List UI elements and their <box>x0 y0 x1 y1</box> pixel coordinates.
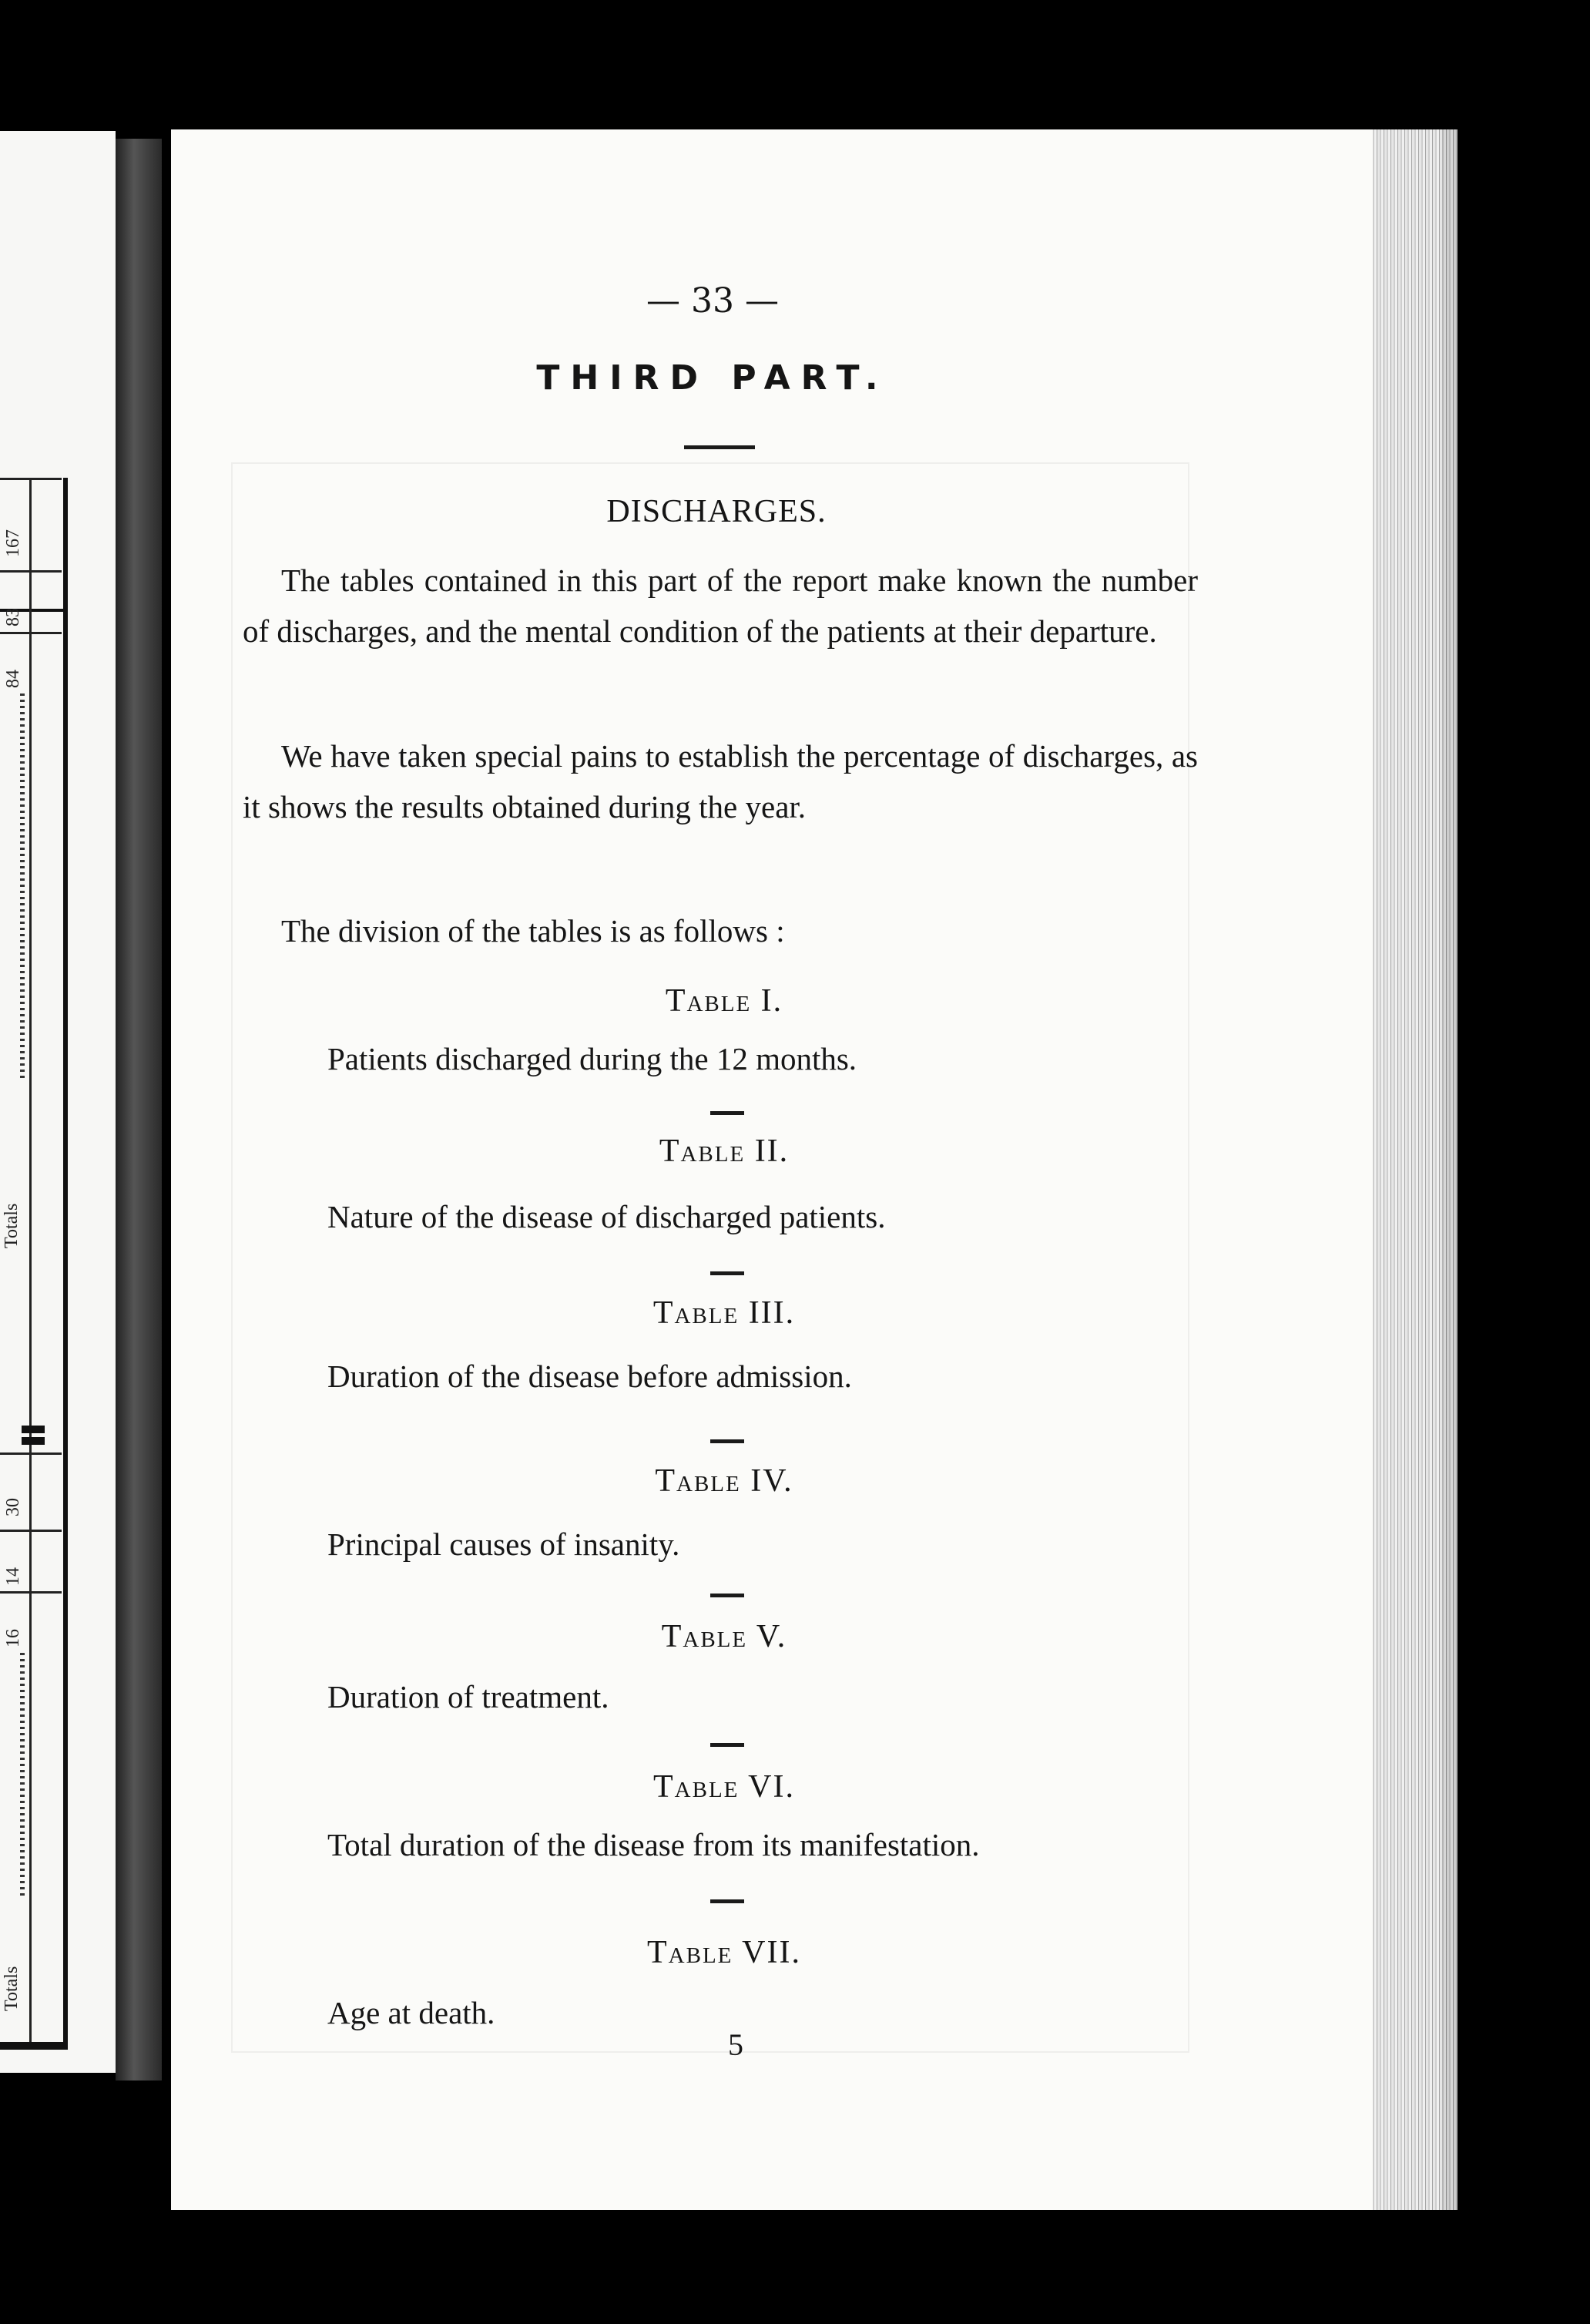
table-2-heading: Table II. <box>659 1133 790 1169</box>
left-table-inner-line <box>29 478 32 2050</box>
table-1-heading: Table I. <box>665 983 783 1019</box>
signature-mark: 5 <box>728 2027 743 2062</box>
left-table-frame <box>0 478 68 2050</box>
table-5-heading: Table V. <box>661 1619 787 1654</box>
table-4-heading: Table IV. <box>655 1463 793 1499</box>
title-rule <box>684 445 755 449</box>
table-5-separator <box>710 1743 744 1747</box>
table-3-heading: Table III. <box>652 1295 796 1331</box>
left-heavy-rule-1 <box>22 1426 45 1433</box>
page-number: — 33 — <box>646 281 779 321</box>
intro-paragraph-1: The tables contained in this part of the report make known the number of discharges, and the mental condition of the patients at their departure. <box>243 563 1198 649</box>
table-2-separator <box>710 1271 744 1275</box>
table-1-separator <box>710 1111 744 1115</box>
table-6-separator <box>710 1899 744 1903</box>
left-number-167: 167 <box>3 529 23 557</box>
left-cell-83 <box>0 570 62 634</box>
table-6-description: Total duration of the disease from its manifestation. <box>327 1827 980 1862</box>
left-number-30: 30 <box>3 1498 23 1516</box>
table-1-description: Patients discharged during the 12 months. <box>327 1041 857 1076</box>
show-through-ghost <box>231 462 1189 2053</box>
table-4-description: Principal causes of insanity. <box>327 1526 680 1562</box>
left-number-16: 16 <box>3 1629 23 1647</box>
part-title: THIRD PART. <box>536 358 889 398</box>
left-totals-label-bottom: Totals <box>2 1966 22 2011</box>
table-2-description: Nature of the disease of discharged patients. <box>327 1199 886 1234</box>
left-number-84: 84 <box>3 670 23 688</box>
table-4-separator <box>710 1594 744 1597</box>
left-dotted-leader-top <box>20 694 25 1079</box>
left-number-14: 14 <box>3 1567 23 1586</box>
left-heavy-rule-2 <box>22 1437 45 1445</box>
left-number-83: 83 <box>3 608 23 626</box>
left-totals-label-top: Totals <box>2 1203 22 1248</box>
table-6-heading: Table VI. <box>653 1769 795 1805</box>
intro-paragraph-2: We have taken special pains to establish the percentage of discharges, as it shows the results obtained during the year. <box>243 738 1198 824</box>
table-7-description: Age at death. <box>327 1995 495 2030</box>
table-5-description: Duration of treatment. <box>327 1679 609 1714</box>
left-cell-14 <box>0 1530 62 1594</box>
table-3-separator <box>710 1439 744 1443</box>
page-edge-stack <box>1373 129 1458 2210</box>
intro-paragraph-3: The division of the tables is as follows : <box>281 913 785 949</box>
section-heading: DISCHARGES. <box>606 494 827 529</box>
table-3-description: Duration of the disease before admission. <box>327 1358 852 1394</box>
left-cell-84 <box>0 632 62 696</box>
table-7-heading: Table VII. <box>647 1935 801 1970</box>
